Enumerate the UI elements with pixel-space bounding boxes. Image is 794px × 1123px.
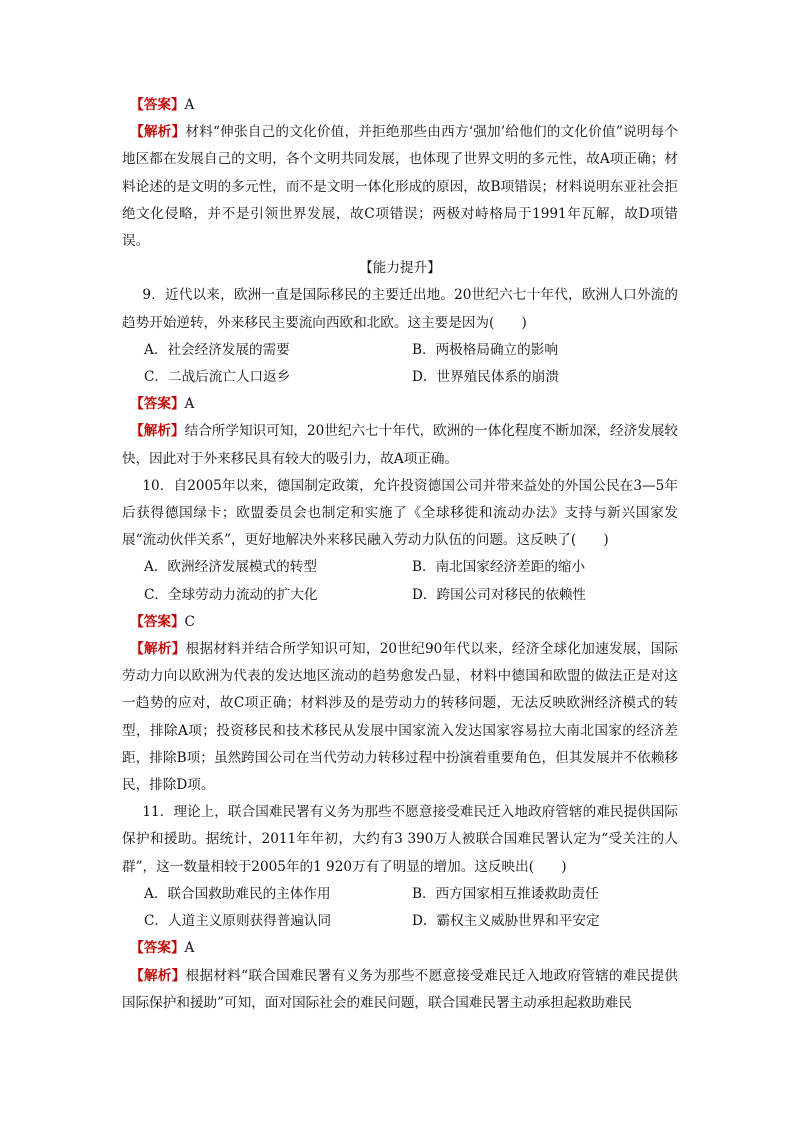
answer-value: A — [184, 97, 195, 113]
option-item: C．二战后流亡人口返乡 — [144, 369, 291, 386]
option-item: B．两极格局确立的影响 — [412, 341, 558, 358]
option-item: A．社会经济发展的需要 — [144, 341, 290, 358]
answer-line — [122, 92, 678, 119]
option-item: A．欧洲经济发展模式的转型 — [144, 559, 317, 576]
analysis-paragraph — [122, 418, 678, 472]
question-stem: 10．自2005年以来，德国制定政策，允许投资德国公司并带来益处的外国公民在3—5年后获得德国绿卡；欧盟委员会也制定和实施了《全球移徙和流动办法》支持与新兴国家发展“流动伙伴关系”，更好地解决外来移民融入劳动力队伍的问题。这反映了( ) — [122, 477, 678, 549]
answer-bracket-open: 【 — [130, 613, 144, 630]
analysis-bracket-open: 【 — [130, 423, 144, 440]
analysis-bracket-open: 【 — [130, 967, 145, 984]
answer-bracket-close: 】 — [170, 396, 185, 413]
option-item: A．联合国救助难民的主体作用 — [144, 885, 331, 902]
answer-bracket-open: 【 — [130, 940, 144, 957]
answer-label: 答案 — [143, 97, 171, 113]
analysis-bracket-close: 】 — [171, 641, 186, 658]
option-item: B．西方国家相互推诿救助责任 — [412, 885, 599, 902]
answer-line — [122, 609, 678, 636]
answer-value: A — [184, 396, 195, 413]
analysis-label: 解析 — [144, 967, 172, 984]
answer-value: A — [184, 940, 195, 957]
section-heading: 【能力提升】 — [359, 260, 441, 277]
analysis-label: 解析 — [143, 423, 171, 440]
analysis-text: 材料“伸张自己的文化价值，并拒绝那些由西方‘强加’给他们的文化价值”说明每个地区都在发展自己的文明，各个文明共同发展，也体现了世界文明的多元性，故A项正确；材料论述的是文明的多元性，而不是文明一体化形成的原因，故B项错误；材料说明东亚社会拒绝文化侵略，并不是引领世界发展，故C项错误；两极对峙格局于1991年瓦解，故D项错误。 — [122, 124, 679, 250]
analysis-label: 解析 — [143, 124, 172, 141]
options-grid — [122, 881, 678, 935]
answer-bracket-open: 【 — [130, 396, 144, 413]
answer-label: 答案 — [143, 396, 171, 413]
answer-label: 答案 — [143, 613, 171, 630]
answer-bracket-close: 】 — [170, 940, 185, 957]
answer-bracket-open: 【 — [130, 97, 144, 113]
analysis-text: 结合所学知识可知，20世纪六七十年代，欧洲的一体化程度不断加深，经济发展较快，因此对于外来移民具有较大的吸引力，故A项正确。 — [122, 423, 679, 467]
analysis-text: 根据材料“联合国难民署有义务为那些不愿意接受难民迁入地政府管辖的难民提供国际保护和援助”可知，面对国际社会的难民问题，联合国难民署主动承担起救助难民 — [122, 967, 679, 1011]
answer-bracket-close: 】 — [170, 97, 185, 113]
document-page — [122, 92, 678, 1017]
analysis-bracket-open: 【 — [130, 124, 144, 141]
analysis-paragraph — [122, 963, 678, 1017]
analysis-paragraph — [122, 636, 678, 799]
answer-line — [122, 935, 678, 962]
option-item: C．人道主义原则获得普遍认同 — [144, 913, 332, 930]
analysis-paragraph — [122, 119, 678, 255]
analysis-bracket-close: 】 — [170, 423, 185, 440]
question-stem: 9．近代以来，欧洲一直是国际移民的主要迁出地。20世纪六七十年代，欧洲人口外流的趋势开始逆转，外来移民主要流向西欧和北欧。这主要是因为( ) — [122, 287, 678, 331]
answer-bracket-close: 】 — [170, 613, 185, 630]
option-item: D．世界殖民体系的崩溃 — [412, 369, 559, 386]
option-item: C．全球劳动力流动的扩大化 — [144, 586, 318, 603]
answer-line — [122, 391, 678, 418]
answer-value: C — [184, 613, 195, 630]
option-item: D．霸权主义威胁世界和平安定 — [412, 913, 600, 930]
options-grid — [122, 554, 678, 608]
option-item: B．南北国家经济差距的缩小 — [412, 559, 586, 576]
option-item: D．跨国公司对移民的依赖性 — [412, 586, 587, 603]
analysis-bracket-open: 【 — [130, 641, 145, 658]
options-grid — [122, 337, 678, 391]
analysis-label: 解析 — [144, 641, 172, 658]
answer-label: 答案 — [143, 940, 171, 957]
analysis-bracket-close: 】 — [171, 124, 186, 141]
analysis-bracket-close: 】 — [171, 967, 186, 984]
question-stem: 11．理论上，联合国难民署有义务为那些不愿意接受难民迁入地政府管辖的难民提供国际保护和援助。据统计，2011年年初，大约有3 390万人被联合国难民署认定为“受关注的人群”，这一数量相较于2005年的1 920万有了明显的增加。这反映出( ) — [122, 804, 678, 875]
analysis-text: 根据材料并结合所学知识可知，20世纪90年代以来，经济全球化加速发展，国际劳动力向以欧洲为代表的发达地区流动的趋势愈发凸显，材料中德国和欧盟的做法正是对这一趋势的应对，故C项正确；材料涉及的是劳动力的转移问题，无法反映欧洲经济模式的转型，排除A项；投资移民和技术移民从发展中国家流入发达国家容易拉大南北国家的经济差距，排除B项；虽然跨国公司在当代劳动力转移过程中扮演着重要角色，但其发展并不依赖移民，排除D项。 — [122, 641, 679, 794]
